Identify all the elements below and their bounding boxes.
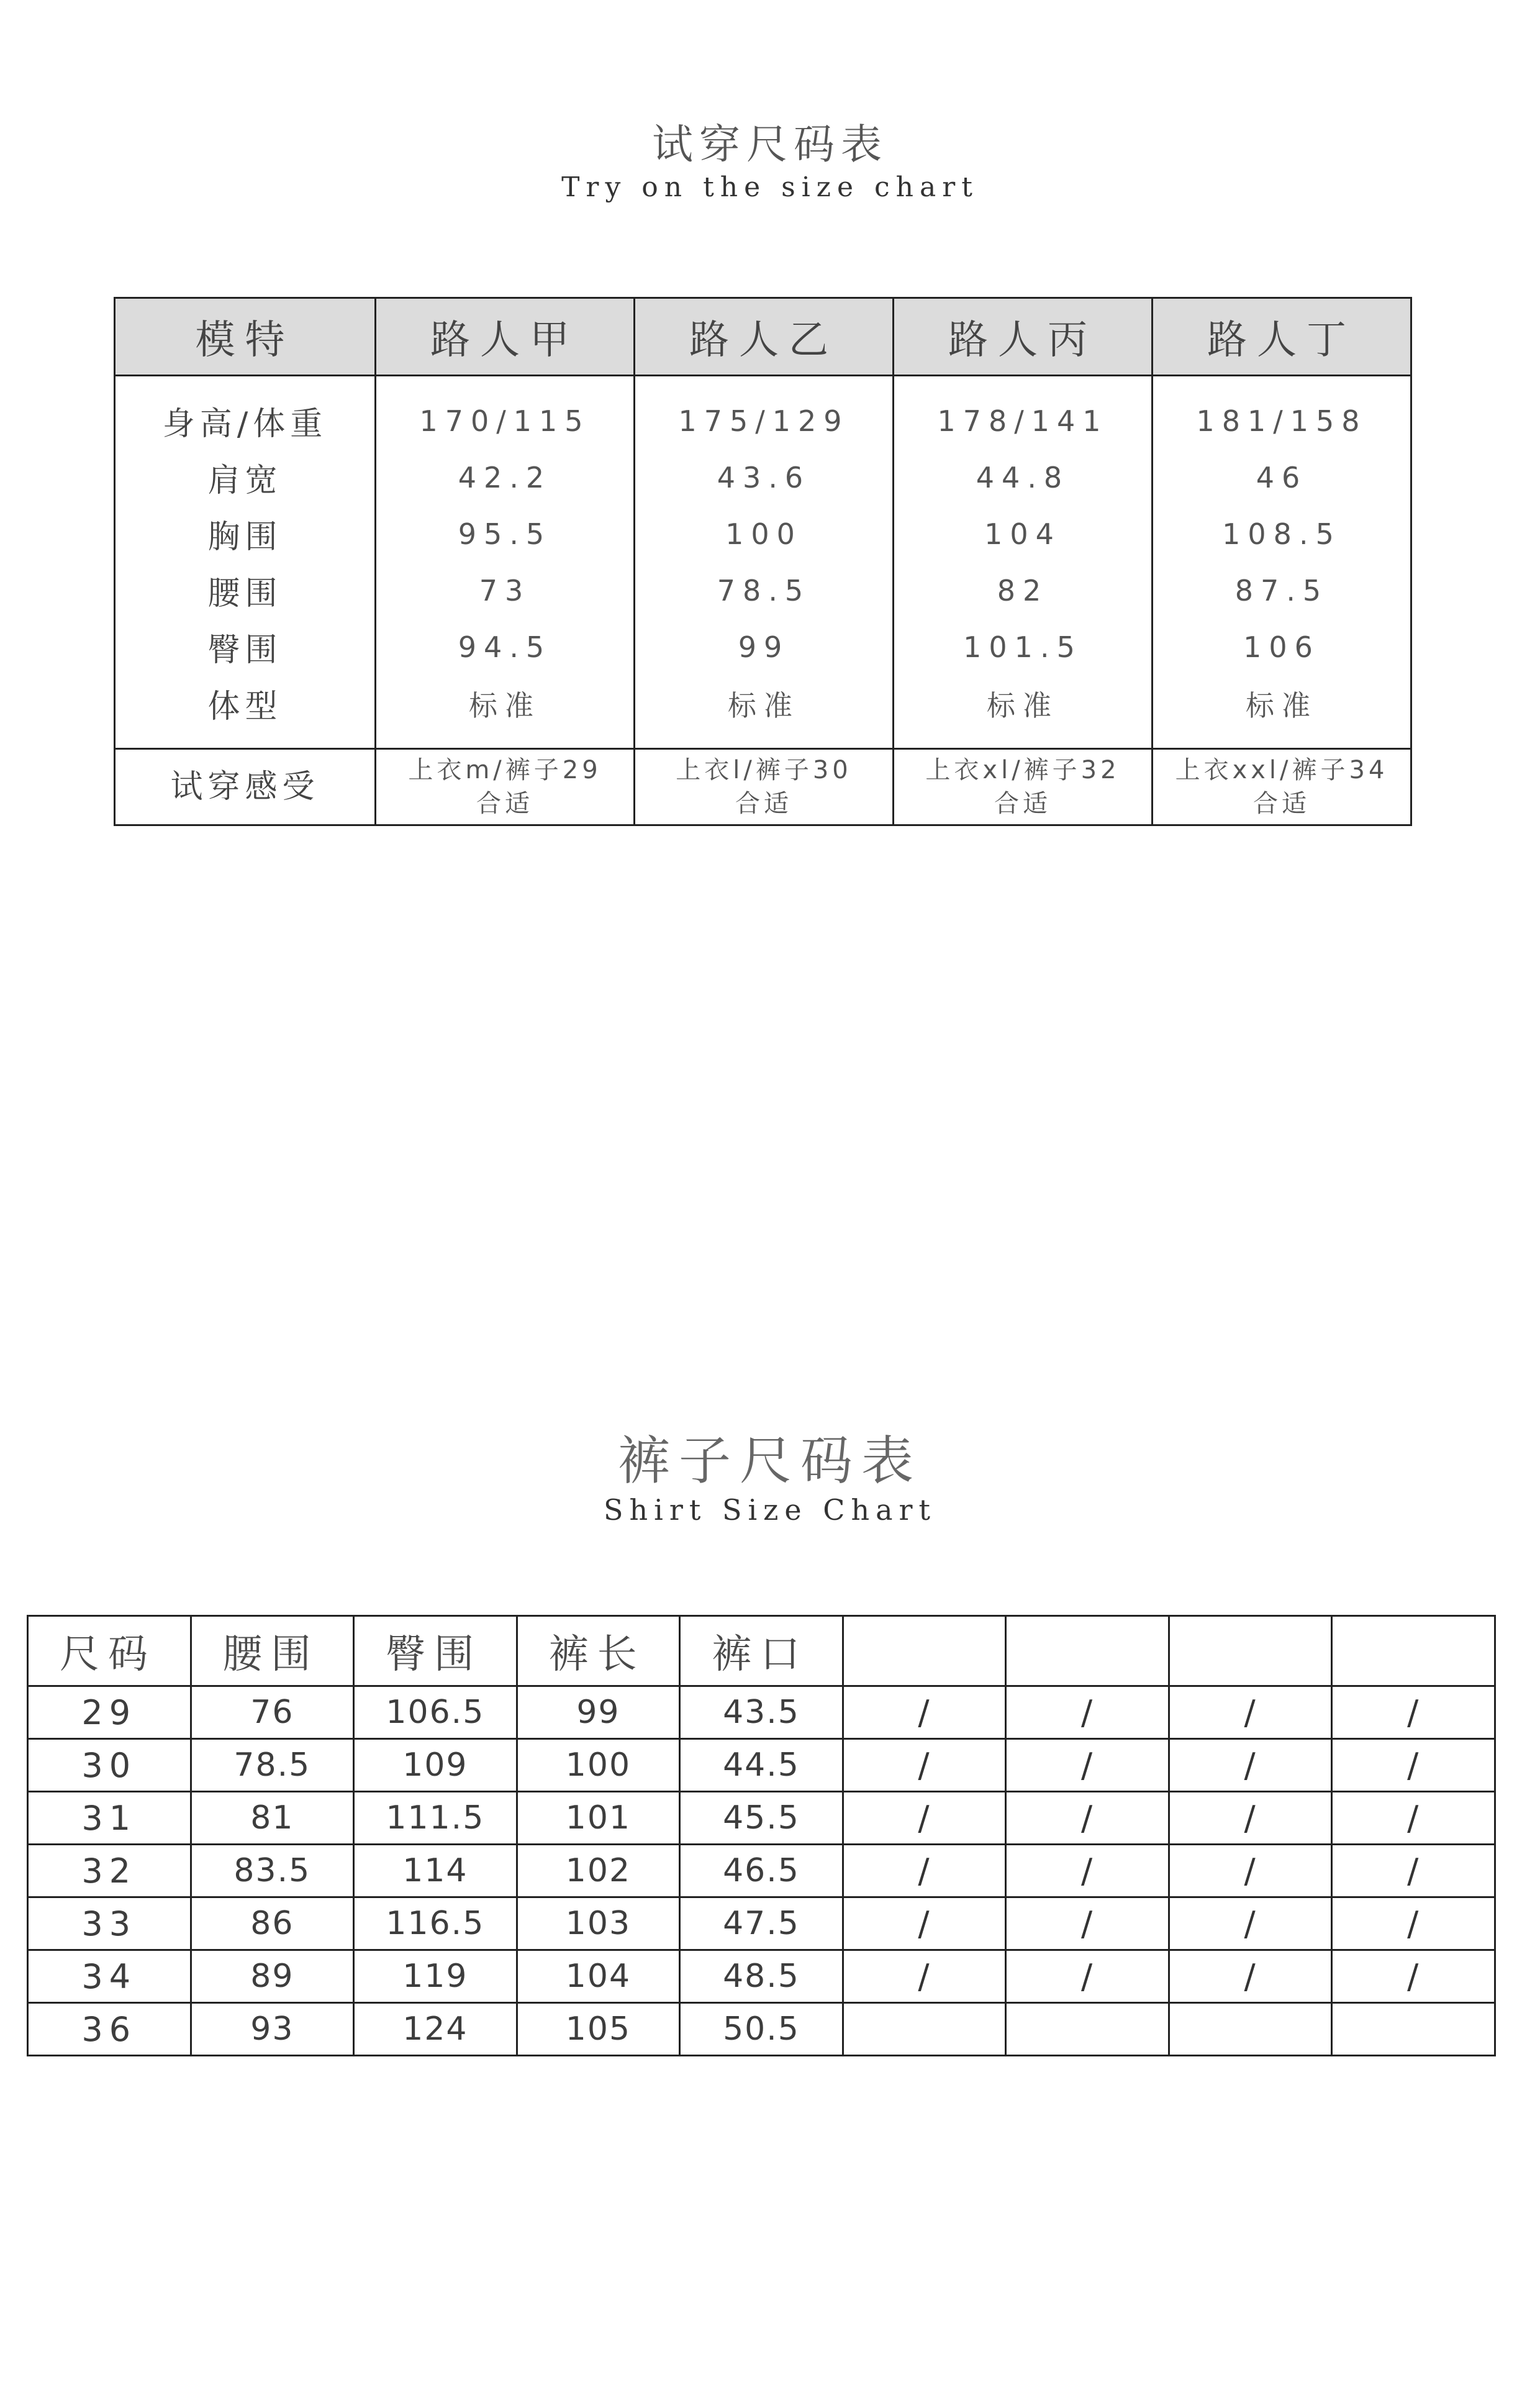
tryon-title-block [0, 120, 1540, 203]
tryon-size-table [114, 297, 1412, 826]
table-cell: 95.5 [376, 506, 635, 562]
header-cell-person-a: 路人甲 [376, 298, 635, 376]
table-cell: 76 [191, 1686, 354, 1739]
tryon-title-en: Try on the size chart [561, 171, 979, 203]
table-cell: 175/129 [635, 376, 894, 450]
table-cell: / [843, 1792, 1006, 1845]
table-cell: / [1332, 1739, 1495, 1792]
table-cell: 124 [354, 2003, 517, 2056]
table-cell: 46.5 [680, 1845, 843, 1897]
table-cell: 43.6 [635, 449, 894, 506]
table-cell: / [843, 1686, 1006, 1739]
table-cell: / [1006, 1792, 1169, 1845]
table-cell: / [1332, 1950, 1495, 2003]
table-cell [1153, 749, 1411, 825]
tryon-row-fit-feeling [115, 749, 1411, 825]
table-cell [1006, 2003, 1169, 2056]
table-cell: 94.5 [376, 619, 635, 675]
fit-result-text: 合适 [994, 789, 1051, 818]
table-cell: 45.5 [680, 1792, 843, 1845]
table-cell: 44.8 [894, 449, 1153, 506]
table-row [28, 1739, 1495, 1792]
row-label: 肩宽 [115, 449, 376, 506]
tryon-row-height-weight [115, 376, 1411, 450]
table-cell: 47.5 [680, 1897, 843, 1950]
table-cell: 81 [191, 1792, 354, 1845]
fit-result-text: 合适 [735, 789, 792, 818]
table-cell: 103 [517, 1897, 680, 1950]
table-cell: / [843, 1739, 1006, 1792]
table-cell: 100 [517, 1739, 680, 1792]
table-cell: 99 [635, 619, 894, 675]
table-cell: 100 [635, 506, 894, 562]
header-cell-hip: 臀围 [354, 1616, 517, 1686]
table-cell: 104 [517, 1950, 680, 2003]
pants-title-en: Shirt Size Chart [604, 1493, 936, 1527]
table-cell: 73 [376, 562, 635, 619]
table-cell: 标准 [1153, 675, 1411, 749]
fit-size-text: 上衣xl/裤子32 [925, 756, 1120, 784]
table-row [28, 1845, 1495, 1897]
table-cell: 87.5 [1153, 562, 1411, 619]
size-cell: 30 [28, 1739, 191, 1792]
pants-title-block [0, 1430, 1540, 1527]
size-cell: 33 [28, 1897, 191, 1950]
table-cell: / [1169, 1686, 1332, 1739]
table-cell: / [1006, 1739, 1169, 1792]
header-cell-size: 尺码 [28, 1616, 191, 1686]
table-cell: 标准 [376, 675, 635, 749]
table-cell: 178/141 [894, 376, 1153, 450]
table-cell: 82 [894, 562, 1153, 619]
table-cell [843, 2003, 1006, 2056]
fit-result-text: 合适 [476, 789, 533, 818]
size-cell: 32 [28, 1845, 191, 1897]
tryon-row-chest [115, 506, 1411, 562]
header-cell-model: 模特 [115, 298, 376, 376]
table-cell [1332, 2003, 1495, 2056]
fit-size-text: 上衣xxl/裤子34 [1175, 756, 1388, 784]
tryon-row-waist [115, 562, 1411, 619]
header-cell-leg-opening: 裤口 [680, 1616, 843, 1686]
table-cell: / [1006, 1686, 1169, 1739]
table-cell: / [843, 1845, 1006, 1897]
table-cell: 106 [1153, 619, 1411, 675]
row-label: 胸围 [115, 506, 376, 562]
header-cell-empty [1332, 1616, 1495, 1686]
table-cell: / [1169, 1845, 1332, 1897]
size-cell: 31 [28, 1792, 191, 1845]
table-cell: / [1332, 1897, 1495, 1950]
pants-header-row [28, 1616, 1495, 1686]
header-cell-empty [843, 1616, 1006, 1686]
table-row [28, 1792, 1495, 1845]
table-row [28, 1950, 1495, 2003]
tryon-header-row [115, 298, 1411, 376]
table-cell: / [1006, 1950, 1169, 2003]
header-cell-length: 裤长 [517, 1616, 680, 1686]
table-cell: 102 [517, 1845, 680, 1897]
table-cell: / [843, 1950, 1006, 2003]
table-cell: 42.2 [376, 449, 635, 506]
row-label: 臀围 [115, 619, 376, 675]
row-label: 腰围 [115, 562, 376, 619]
table-cell: / [1332, 1845, 1495, 1897]
size-cell: 36 [28, 2003, 191, 2056]
table-cell: / [1169, 1950, 1332, 2003]
table-cell: 181/158 [1153, 376, 1411, 450]
table-cell: 170/115 [376, 376, 635, 450]
header-cell-person-d: 路人丁 [1153, 298, 1411, 376]
table-row [28, 2003, 1495, 2056]
table-cell [376, 749, 635, 825]
table-cell: 119 [354, 1950, 517, 2003]
table-cell: / [843, 1897, 1006, 1950]
header-cell-person-b: 路人乙 [635, 298, 894, 376]
table-cell: 99 [517, 1686, 680, 1739]
table-cell: 108.5 [1153, 506, 1411, 562]
header-cell-empty [1006, 1616, 1169, 1686]
fit-size-text: 上衣m/裤子29 [408, 756, 602, 784]
table-cell: 104 [894, 506, 1153, 562]
table-cell: 标准 [894, 675, 1153, 749]
table-row [28, 1686, 1495, 1739]
table-cell: 114 [354, 1845, 517, 1897]
table-cell: / [1332, 1686, 1495, 1739]
table-row [28, 1897, 1495, 1950]
fit-size-text: 上衣l/裤子30 [676, 756, 852, 784]
row-label: 身高/体重 [115, 376, 376, 450]
table-cell: 43.5 [680, 1686, 843, 1739]
table-cell: 109 [354, 1739, 517, 1792]
pants-table-body [28, 1686, 1495, 2056]
table-cell: 101 [517, 1792, 680, 1845]
table-cell: 89 [191, 1950, 354, 2003]
table-cell: 106.5 [354, 1686, 517, 1739]
table-cell: 50.5 [680, 2003, 843, 2056]
table-cell: 101.5 [894, 619, 1153, 675]
tryon-title-cn: 试穿尺码表 [652, 120, 888, 168]
table-cell: / [1169, 1792, 1332, 1845]
fit-result-text: 合适 [1253, 789, 1310, 818]
table-cell: / [1169, 1739, 1332, 1792]
tryon-row-shoulder [115, 449, 1411, 506]
header-cell-waist: 腰围 [191, 1616, 354, 1686]
table-cell: 78.5 [635, 562, 894, 619]
table-cell: 111.5 [354, 1792, 517, 1845]
header-cell-person-c: 路人丙 [894, 298, 1153, 376]
tryon-row-body-type [115, 675, 1411, 749]
table-cell: / [1169, 1897, 1332, 1950]
table-cell: 105 [517, 2003, 680, 2056]
table-cell: 标准 [635, 675, 894, 749]
row-label: 体型 [115, 675, 376, 749]
table-cell [1169, 2003, 1332, 2056]
pants-size-table [27, 1615, 1496, 2056]
table-cell: 46 [1153, 449, 1411, 506]
table-cell: 48.5 [680, 1950, 843, 2003]
table-cell [635, 749, 894, 825]
size-cell: 29 [28, 1686, 191, 1739]
table-cell [894, 749, 1153, 825]
size-cell: 34 [28, 1950, 191, 2003]
row-label: 试穿感受 [115, 749, 376, 825]
table-cell: / [1332, 1792, 1495, 1845]
table-cell: 83.5 [191, 1845, 354, 1897]
table-cell: 86 [191, 1897, 354, 1950]
table-cell: 78.5 [191, 1739, 354, 1792]
table-cell: 44.5 [680, 1739, 843, 1792]
table-cell: / [1006, 1845, 1169, 1897]
header-cell-empty [1169, 1616, 1332, 1686]
tryon-row-hip [115, 619, 1411, 675]
table-cell: / [1006, 1897, 1169, 1950]
table-cell: 93 [191, 2003, 354, 2056]
pants-title-cn: 裤子尺码表 [617, 1430, 922, 1491]
table-cell: 116.5 [354, 1897, 517, 1950]
